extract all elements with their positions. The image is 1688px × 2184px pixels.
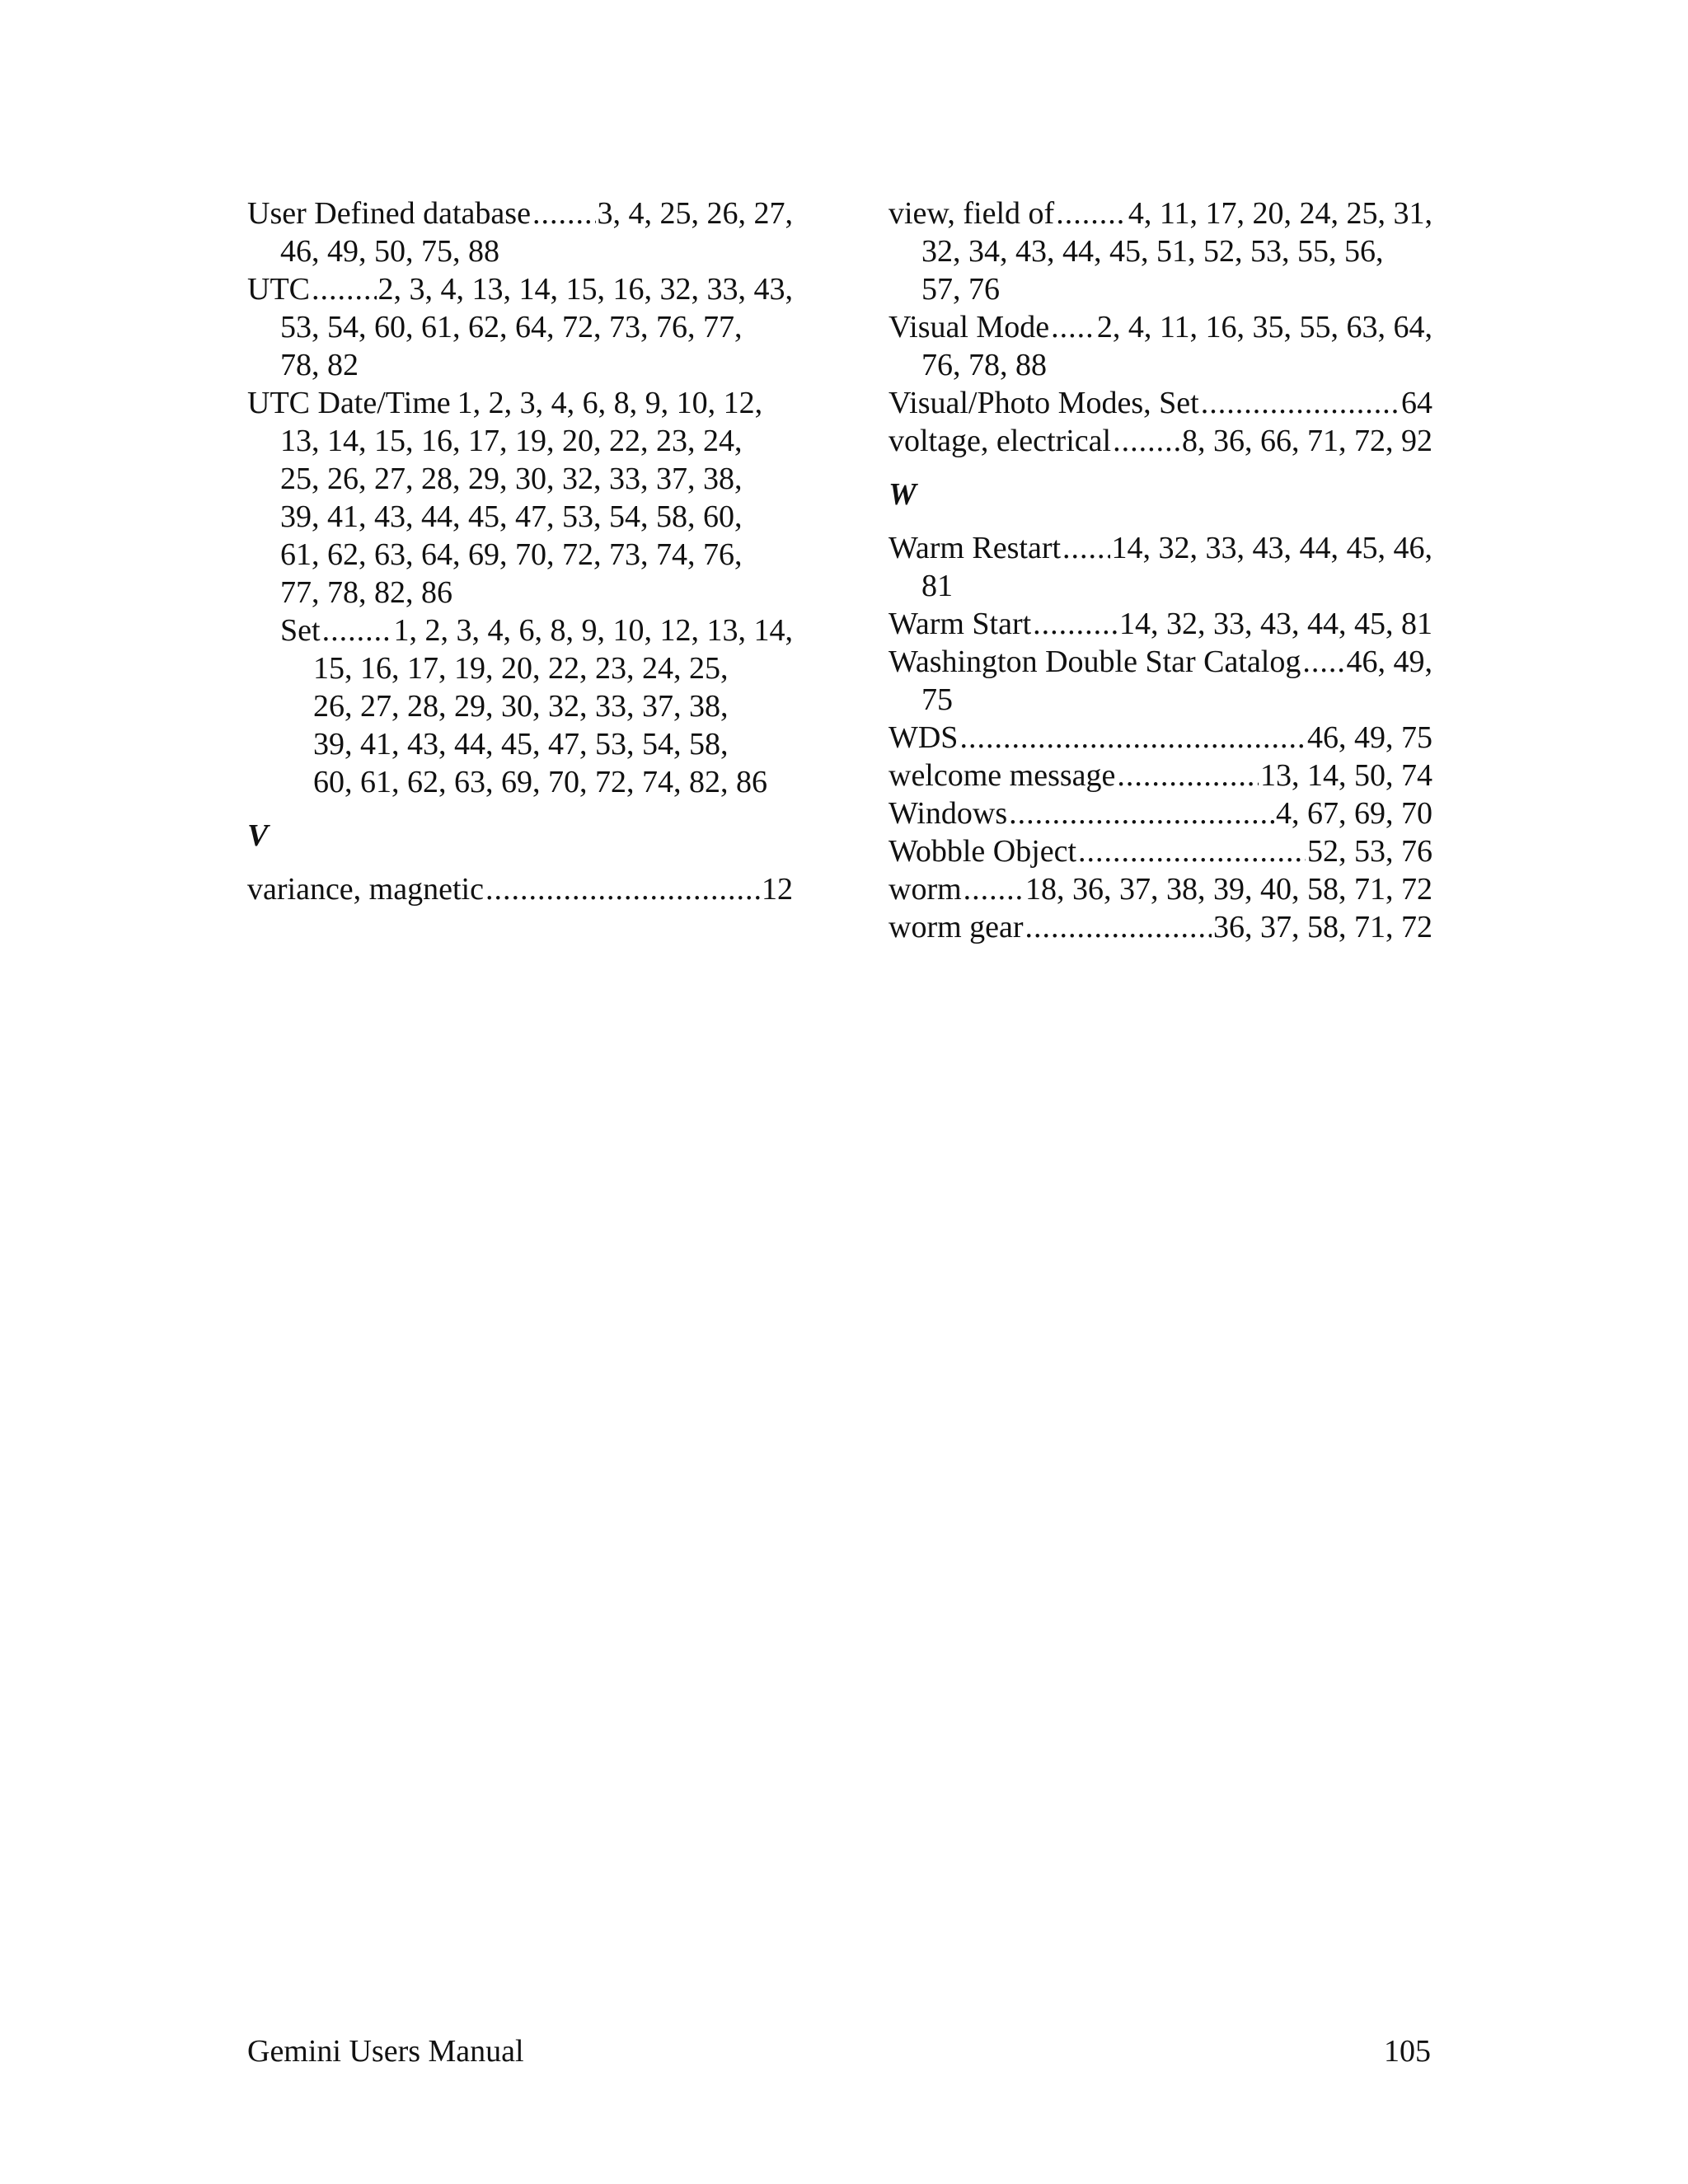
entry-pages: 64 xyxy=(1401,386,1432,420)
entry-pages-continued: 25, 26, 27, 28, 29, 30, 32, 33, 37, 38, xyxy=(280,462,743,496)
index-entry-warm-start xyxy=(889,605,1432,643)
index-column-left xyxy=(247,194,793,908)
entry-pages: 4, 11, 17, 20, 24, 25, 31, xyxy=(1128,196,1432,231)
entry-pages: 2, 3, 4, 13, 14, 15, 16, 32, 33, 43, xyxy=(377,272,793,307)
entry-pages: 2, 4, 11, 16, 35, 55, 63, 64, xyxy=(1096,310,1432,344)
index-column-right xyxy=(889,194,1432,946)
index-entry-user-defined-database xyxy=(247,194,793,270)
dot-leader xyxy=(1009,794,1274,832)
index-entry-visual-mode xyxy=(889,308,1432,384)
entry-pages-continued: 39, 41, 43, 44, 45, 47, 53, 54, 58, xyxy=(313,727,729,762)
entry-term: Wobble Object xyxy=(889,834,1077,869)
entry-pages: 12 xyxy=(762,872,793,907)
entry-pages-continued: 75 xyxy=(921,682,953,717)
entry-pages: 1, 2, 3, 4, 6, 8, 9, 10, 12, 13, 14, xyxy=(393,613,793,648)
entry-pages: 14, 32, 33, 43, 44, 45, 46, xyxy=(1111,531,1432,565)
entry-pages: 52, 53, 76 xyxy=(1307,834,1432,869)
dot-leader xyxy=(1078,832,1306,870)
entry-term: Warm Start xyxy=(889,607,1032,641)
entry-pages-continued: 61, 62, 63, 64, 69, 70, 72, 73, 74, 76, xyxy=(280,537,743,572)
entry-pages: 36, 37, 58, 71, 72 xyxy=(1213,910,1432,944)
entry-pages-continued: 81 xyxy=(921,569,953,603)
entry-pages-continued: 76, 78, 88 xyxy=(921,348,1047,382)
index-entry-welcome-message xyxy=(889,757,1432,794)
section-letter-v: V xyxy=(247,818,269,853)
index-entry-wds xyxy=(889,719,1432,757)
entry-pages: 18, 36, 37, 38, 39, 40, 58, 71, 72 xyxy=(1025,872,1432,907)
dot-leader xyxy=(1051,308,1095,346)
entry-pages: 14, 32, 33, 43, 44, 45, 81 xyxy=(1119,607,1432,641)
entry-term: WDS xyxy=(889,720,959,755)
index-entry-view-field-of xyxy=(889,194,1432,308)
index-entry-visual-photo-modes-set xyxy=(889,384,1432,422)
dot-leader xyxy=(1113,422,1180,460)
footer-page-number: 105 xyxy=(1384,2034,1431,2069)
dot-leader xyxy=(964,870,1024,908)
entry-pages-continued: 77, 78, 82, 86 xyxy=(280,575,452,610)
index-entry-warm-restart xyxy=(889,529,1432,605)
dot-leader xyxy=(322,612,392,649)
dot-leader xyxy=(532,194,596,232)
index-entry-worm-gear xyxy=(889,908,1432,946)
dot-leader xyxy=(959,719,1306,757)
entry-term: Washington Double Star Catalog xyxy=(889,644,1301,679)
index-entry-variance-magnetic xyxy=(247,870,793,908)
entry-term: voltage, electrical xyxy=(889,424,1112,458)
index-entry-voltage-electrical xyxy=(889,422,1432,460)
dot-leader xyxy=(1201,384,1400,422)
dot-leader xyxy=(1033,605,1118,643)
entry-term: worm xyxy=(889,872,962,907)
section-letter-w: W xyxy=(889,477,917,512)
dot-leader xyxy=(1117,757,1259,794)
entry-pages-continued: 32, 34, 43, 44, 45, 51, 52, 53, 55, 56, xyxy=(921,234,1384,269)
dot-leader xyxy=(1302,643,1344,681)
entry-term: variance, magnetic xyxy=(247,872,484,907)
entry-pages-continued: 15, 16, 17, 19, 20, 22, 23, 24, 25, xyxy=(313,651,729,686)
entry-pages: 8, 36, 66, 71, 72, 92 xyxy=(1182,424,1432,458)
dot-leader xyxy=(1062,529,1109,567)
entry-term: Set xyxy=(280,613,321,648)
entry-term: User Defined database xyxy=(247,196,531,231)
entry-pages-continued: 60, 61, 62, 63, 69, 70, 72, 74, 82, 86 xyxy=(313,765,767,799)
dot-leader xyxy=(1056,194,1127,232)
index-entry-utc-date-time xyxy=(247,384,793,612)
footer-document-title: Gemini Users Manual xyxy=(247,2034,524,2069)
entry-pages: 1, 2, 3, 4, 6, 8, 9, 10, 12, xyxy=(457,386,763,420)
index-entry-worm xyxy=(889,870,1432,908)
entry-pages-continued: 78, 82 xyxy=(280,348,359,382)
entry-pages: 4, 67, 69, 70 xyxy=(1276,796,1432,831)
entry-term: UTC Date/Time xyxy=(247,386,451,420)
entry-term: welcome message xyxy=(889,758,1116,793)
dot-leader xyxy=(312,270,377,308)
entry-pages: 46, 49, 75 xyxy=(1307,720,1432,755)
entry-term: Windows xyxy=(889,796,1008,831)
entry-pages: 46, 49, xyxy=(1346,644,1432,679)
entry-pages: 13, 14, 50, 74 xyxy=(1260,758,1432,793)
entry-pages-continued: 13, 14, 15, 16, 17, 19, 20, 22, 23, 24, xyxy=(280,424,743,458)
entry-term: worm gear xyxy=(889,910,1024,944)
entry-pages-continued: 26, 27, 28, 29, 30, 32, 33, 37, 38, xyxy=(313,689,729,724)
entry-pages-continued: 46, 49, 50, 75, 88 xyxy=(280,234,499,269)
entry-term: view, field of xyxy=(889,196,1055,231)
entry-term: UTC xyxy=(247,272,310,307)
dot-leader xyxy=(485,870,760,908)
entry-pages-continued: 39, 41, 43, 44, 45, 47, 53, 54, 58, 60, xyxy=(280,499,743,534)
index-entry-utc xyxy=(247,270,793,384)
index-entry-wobble-object xyxy=(889,832,1432,870)
entry-term: Visual Mode xyxy=(889,310,1050,344)
index-entry-windows xyxy=(889,794,1432,832)
entry-pages-continued: 53, 54, 60, 61, 62, 64, 72, 73, 76, 77, xyxy=(280,310,743,344)
dot-leader xyxy=(1025,908,1212,946)
entry-term: Visual/Photo Modes, Set xyxy=(889,386,1199,420)
index-entry-washington-double-star-catalog xyxy=(889,643,1432,719)
entry-pages-continued: 57, 76 xyxy=(921,272,1000,307)
entry-term: Warm Restart xyxy=(889,531,1062,565)
entry-pages: 3, 4, 25, 26, 27, xyxy=(597,196,793,231)
index-subentry-set xyxy=(247,612,793,801)
